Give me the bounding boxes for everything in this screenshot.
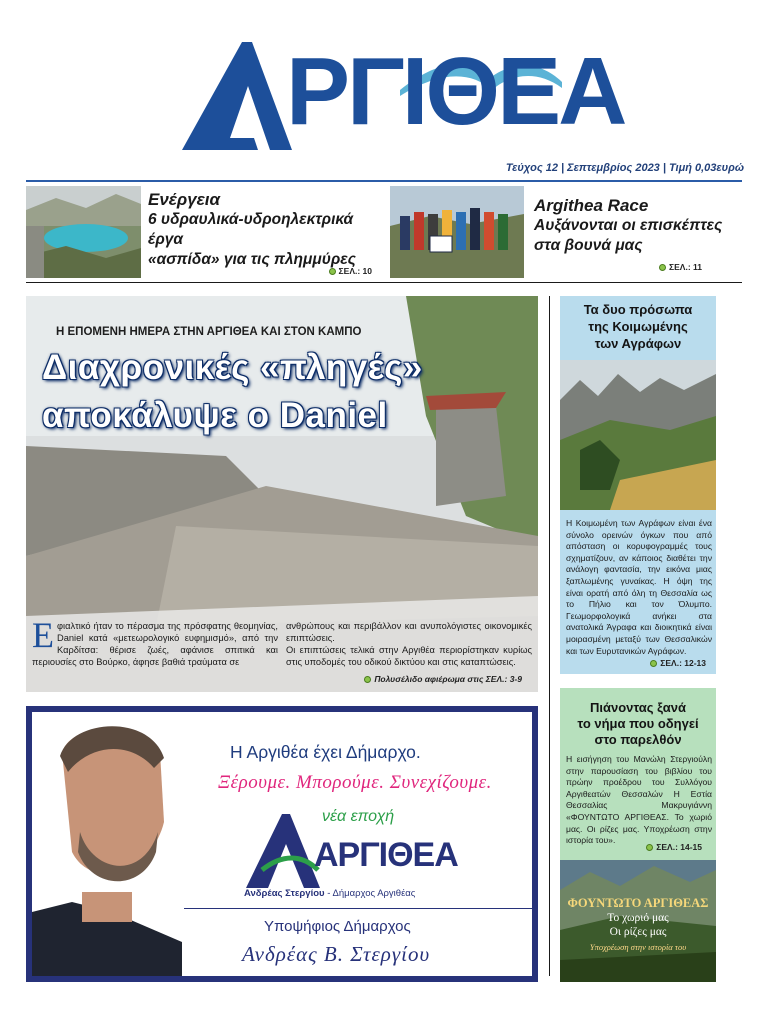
main-story-title-line1: Διαχρονικές «πληγές» <box>42 348 423 387</box>
campaign-advert[interactable] <box>26 706 538 982</box>
sidebar-koimomeni-page-ref: ΣΕΛ.: 12-13 <box>650 658 706 668</box>
advert-headline: Η Αργιθέα έχει Δήμαρχο. <box>230 742 421 762</box>
candidate-signature: Ανδρέας Β. Στεργίου <box>242 942 431 966</box>
masthead-rule <box>26 180 742 182</box>
main-story-col2: ανθρώπους και περιβάλλον και ανυπολόγιστες οικονομικές επιπτώσεις. Οι επιπτώσεις τελικά στην Αργιθέα περιορίστηκαν κυρίως στις υποδομές του οδικού δικτύου και στις καταπτώσεις. <box>286 621 532 667</box>
sidebar-fountoto[interactable] <box>560 688 716 982</box>
book-subtitle-3: Υποχρέωση στην ιστορία του <box>589 942 687 952</box>
sidebar-koimomeni-photo <box>560 360 716 510</box>
teaser-race-photo <box>390 186 524 278</box>
bullet-icon <box>650 660 657 667</box>
teaser-rule <box>26 282 742 283</box>
sidebar-koimomeni-body: Η Κοιμωμένη των Αγράφων είναι ένα σύνολο ορεινών όγκων που από απόσταση οι κορυφογραμμές τους σχηματίζουν, αν κάποιος διαθέτει την ανάλογη φαντασία, την εικόνα μιας ξαπλωμένης γυναίκας. Η όψη της είναι ορατή από όλη τη Θεσσαλία ως το Πήλιο και τον Όλυμπο. Γεωμορφολογικά ανήκει στα ανατολικά Άγραφα και διοικητικά είναι μοιρασμένη μεταξύ των Θεσσαλικών και των Ευρυτανικών Αγράφων. <box>566 518 712 656</box>
masthead <box>0 0 768 180</box>
book-subtitle-1: Το χωριό μας <box>607 912 669 924</box>
sidebar-fountoto-body: Η εισήγηση του Μανώλη Στεργιούλη στην παρουσίαση του βιβλίου του πρώην προέδρου του Συλλόγου Αργιθεατών Θεσσαλών Η Εστία Θεσσαλίας Μακρυγιάννη «ΦΟΥΝΤΩΤΟ ΑΡΓΙΘΕΑΣ. Το χωριό μας. Οι ρίζες μας. Υποχρέωση στην ιστορία του». <box>566 754 712 846</box>
teaser-energy[interactable] <box>26 186 376 278</box>
bullet-icon <box>646 844 653 851</box>
book-subtitle-2: Οι ρίζες μας <box>609 926 667 938</box>
drop-cap: Ε <box>32 615 54 655</box>
party-tagline: νέα εποχή <box>322 808 395 825</box>
advert-slogan: Ξέρουμε. Μπορούμε. Συνεχίζουμε. <box>218 772 492 793</box>
bullet-icon <box>659 264 666 271</box>
teaser-race-headline: Argithea Race Αυξάνονται οι επισκέπτες στα βουνά μας <box>534 196 723 254</box>
candidate-portrait <box>32 712 182 976</box>
main-story-page-ref: Πολυσέλιδο αφιέρωμα στις ΣΕΛ.: 3-9 <box>364 674 522 684</box>
column-divider <box>549 296 550 976</box>
main-story-title-line2: αποκάλυψε ο Daniel <box>42 396 388 435</box>
main-story-kicker: Η ΕΠΟΜΕΝΗ ΗΜΕΡΑ ΣΤΗΝ ΑΡΓΙΘΕΑ ΚΑΙ ΣΤΟΝ ΚΑΜΠΟ <box>56 326 362 338</box>
advert-divider <box>184 908 532 909</box>
sidebar-fountoto-title: Πιάνοντας ξανά το νήμα που οδηγεί στο παρελθόν <box>577 700 699 747</box>
main-story[interactable] <box>26 296 538 692</box>
advert-panel <box>32 712 532 976</box>
sidebar-fountoto-page-ref: ΣΕΛ.: 14-15 <box>646 842 702 852</box>
teaser-energy-headline: Ενέργεια 6 υδραυλικά-υδροηλεκτρικά έργα «ασπίδα» για τις πλημμύρες <box>148 190 356 268</box>
candidate-name-line: Ανδρέας Στεργίου - Δήμαρχος Αργιθέας <box>244 888 416 899</box>
teaser-race-page-ref: ΣΕΛ.: 11 <box>659 262 702 272</box>
party-name: ΑΡΓΙΘΕΑ <box>314 836 458 874</box>
main-story-col1: Ε φιαλτικό ήταν το πέρασμα της πρόσφατης θεομηνίας, Daniel κατά «μετεωρολογικό ευφημισμό», από την Καρδίτσα: θέρισε ζωές, αφάνισε σπιτικά και περιουσίες στο Βούρκο, άφησε βαθιά τραύματα σε <box>32 615 278 667</box>
issue-info: Τεύχος 12 | Σεπτεμβρίος 2023 | Τιμή 0,03ευρώ <box>505 162 744 174</box>
candidate-role: Υποψήφιος Δήμαρχος <box>264 918 411 935</box>
masthead-title: ΡΓΙΘΕΑ <box>286 38 625 145</box>
teaser-energy-photo <box>26 186 141 278</box>
bullet-icon <box>329 268 336 275</box>
party-logo-icon <box>242 810 322 892</box>
bullet-icon <box>364 676 371 683</box>
sidebar-koimomeni[interactable] <box>560 296 716 674</box>
teaser-race[interactable] <box>390 186 742 278</box>
teaser-energy-page-ref: ΣΕΛ.: 10 <box>329 266 372 276</box>
book-title: ΦΟΥΝΤΩΤΟ ΑΡΓΙΘΕΑΣ <box>567 896 709 910</box>
sidebar-koimomeni-title: Τα δυο πρόσωπα της Κοιμωμένης των Αγράφων <box>583 302 693 351</box>
